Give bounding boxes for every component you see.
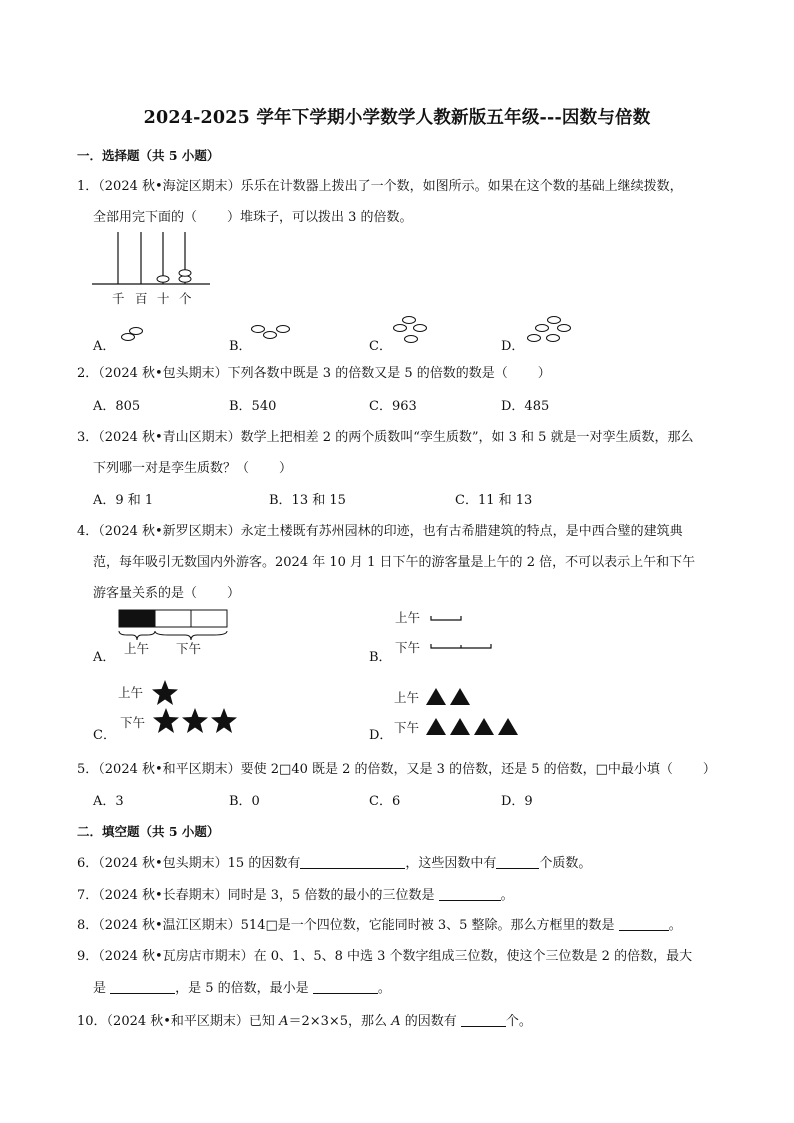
question-4-line2: 范，每年吸引无数国内外游客。2024 年 10 月 1 日下午的游客量是上午的 2 倍，不可以表示上午和下午 [93,555,696,570]
question-4-option-b[interactable]: B． [369,650,392,665]
question-9-line2: 是 ，是 5 的倍数，最小是 。 [93,981,391,996]
question-3-option-b[interactable]: B．13 和 15 [269,493,346,508]
answer-blank[interactable] [619,916,669,931]
segment-model-figure [395,604,515,664]
bead-pile-c [390,315,440,345]
answer-blank[interactable] [110,979,175,994]
question-4-line1: 4．（2024 秋•新罗区期末）永定土楼既有苏州园林的印迹，也有古希腊建筑的特点，是中西合璧的建筑典 [77,524,683,539]
question-3-line1: 3．（2024 秋•青山区期末）数学上把相差 2 的两个质数叫“孪生质数”，如 3 和 5 就是一对孪生质数，那么 [77,430,694,445]
question-1-line2: 全部用完下面的（ ）堆珠子，可以拨出 3 的倍数。 [93,210,413,225]
triangle-icon [498,718,518,735]
question-3-option-c[interactable]: C．11 和 13 [455,493,533,508]
label-morning: 上午 [394,690,420,705]
bead-pile-a [114,326,154,346]
question-4-line3: 游客量关系的是（ ） [93,586,241,601]
label-morning: 上午 [118,685,144,700]
label-afternoon: 下午 [120,715,146,730]
question-3-line2: 下列哪一对是孪生质数？（ ） [93,461,293,476]
question-5-option-b[interactable]: B．0 [229,794,260,809]
question-3-option-a[interactable]: A．9 和 1 [93,493,154,508]
label-afternoon: 下午 [394,720,420,735]
question-2-text: 2．（2024 秋•包头期末）下列各数中既是 3 的倍数又是 5 的倍数的数是（ ） [77,366,551,381]
question-5-option-a[interactable]: A．3 [93,794,124,809]
question-2-option-c[interactable]: C．963 [369,399,417,414]
question-5-text: 5．（2024 秋•和平区期末）要使 2□40 既是 2 的倍数，又是 3 的倍数，还是 5 的倍数，□中最小填（ ） [77,762,716,777]
question-10-text: 10．（2024 秋•和平区期末）已知 A＝2×3×5，那么 A 的因数有 个。 [77,1014,532,1029]
answer-blank[interactable] [496,854,539,869]
triangle-model-figure [394,683,534,743]
question-5-option-c[interactable]: C．6 [369,794,401,809]
abacus-label-thousands: 千 [112,291,125,306]
page-title: 2024-2025 学年下学期小学数学人教新版五年级---因数与倍数 [143,108,651,128]
section-heading-choice: 一．选择题（共 5 小题） [77,148,220,163]
question-4-option-c[interactable]: C． [93,728,116,743]
label-morning: 上午 [395,610,421,625]
question-7-text: 7．（2024 秋•长春期末）同时是 3，5 倍数的最小的三位数是 。 [77,888,514,903]
star-model-figure [118,678,248,738]
star-icon [153,708,179,733]
triangle-icon [426,718,446,735]
answer-blank[interactable] [300,854,405,869]
triangle-icon [450,718,470,735]
star-icon [211,708,237,733]
question-2-option-d[interactable]: D．485 [501,399,550,414]
answer-blank[interactable] [313,979,378,994]
question-1-option-d[interactable]: D． [501,339,525,354]
question-1-option-b[interactable]: B． [229,339,252,354]
bead-pile-b [249,322,299,342]
bead-pile-d [522,315,578,345]
question-4-option-a[interactable]: A． [93,650,116,665]
abacus-figure [92,232,212,312]
star-icon [152,680,178,705]
triangle-icon [426,688,446,705]
bead [179,270,191,277]
question-8-text: 8．（2024 秋•温江区期末）514□是一个四位数，它能同时被 3、5 整除。那么方框里的数是 。 [77,918,682,933]
star-icon [182,708,208,733]
answer-blank[interactable] [439,886,501,901]
label-morning: 上午 [124,641,150,656]
question-1-option-a[interactable]: A． [93,339,116,354]
abacus-label-hundreds: 百 [135,291,148,306]
section-heading-fill: 二．填空题（共 5 小题） [77,824,220,839]
question-5-option-d[interactable]: D．9 [501,794,533,809]
triangle-icon [450,688,470,705]
label-afternoon: 下午 [395,640,421,655]
answer-blank[interactable] [461,1012,506,1027]
question-9-line1: 9．（2024 秋•瓦房店市期末）在 0、1、5、8 中选 3 个数字组成三位数，使这个三位数是 2 的倍数，最大 [77,949,693,964]
question-1-line1: 1．（2024 秋•海淀区期末）乐乐在计数器上拨出了一个数，如图所示。如果在这个数的基础上继续拨数， [77,179,683,194]
question-1-option-c[interactable]: C． [369,339,392,354]
question-4-option-d[interactable]: D． [369,728,393,743]
bead [157,276,169,283]
bar-model-figure [118,609,238,659]
question-6-text: 6．（2024 秋•包头期末）15 的因数有 ，这些因数中有 个质数。 [77,856,592,871]
label-afternoon: 下午 [176,641,202,656]
abacus-label-ones: 个 [179,291,192,306]
question-2-option-a[interactable]: A．805 [93,399,141,414]
triangle-icon [474,718,494,735]
question-2-option-b[interactable]: B．540 [229,399,277,414]
abacus-label-tens: 十 [157,291,170,306]
